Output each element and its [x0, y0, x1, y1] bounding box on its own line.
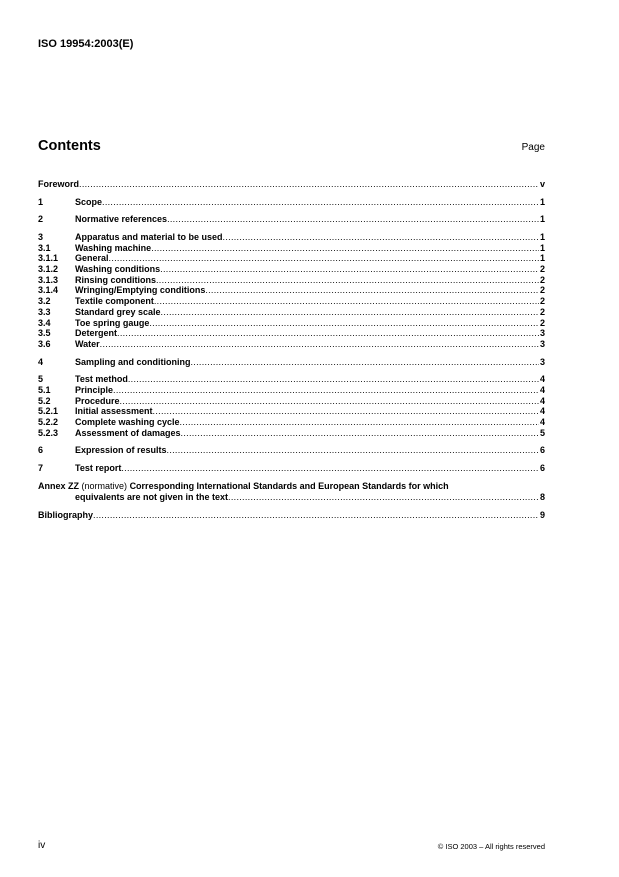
dot-leader	[128, 374, 539, 385]
toc-number: 3.5	[38, 328, 51, 339]
toc-title: Test method	[75, 374, 128, 385]
toc-page: 3	[539, 338, 545, 349]
dot-leader	[160, 264, 539, 275]
dot-leader	[93, 510, 539, 521]
toc-number: 1	[38, 196, 44, 207]
dot-leader	[180, 417, 539, 428]
document-header: ISO 19954:2003(E)	[38, 38, 134, 50]
dot-leader	[153, 406, 539, 417]
toc-entry-3-6[interactable]	[38, 339, 545, 350]
toc-title: Bibliography	[38, 509, 94, 520]
toc-page: 1	[539, 196, 545, 207]
toc-page: 4	[539, 374, 545, 385]
dot-leader	[109, 253, 539, 264]
toc-number: 3.1.2	[38, 264, 59, 275]
toc-entry-5-2-3[interactable]	[38, 428, 545, 439]
annex-label: Annex ZZ	[38, 480, 80, 491]
dot-leader	[149, 318, 539, 329]
dot-leader	[205, 285, 539, 296]
toc-title: Scope	[75, 196, 103, 207]
toc-title: Toe spring gauge	[75, 317, 150, 328]
toc-title: Wringing/Emptying conditions	[75, 285, 206, 296]
toc-number: 3.3	[38, 306, 51, 317]
page-column-label: Page	[521, 142, 545, 153]
toc-page: 1	[539, 242, 545, 253]
toc-number: 4	[38, 356, 44, 367]
toc-number: 3	[38, 232, 44, 243]
toc-number: 5.2.2	[38, 417, 59, 428]
dot-leader	[102, 197, 539, 208]
toc-title: General	[75, 253, 109, 264]
toc-page: 1	[539, 232, 545, 243]
toc-title: Assessment of damages	[75, 427, 181, 438]
toc-number: 6	[38, 445, 44, 456]
toc-entry-3[interactable]	[38, 232, 545, 243]
toc-number: 3.2	[38, 296, 51, 307]
toc-entry-2[interactable]	[38, 214, 545, 225]
toc-number: 3.6	[38, 338, 51, 349]
dot-leader	[121, 463, 539, 474]
toc-entry-4[interactable]	[38, 357, 545, 368]
toc-page: 3	[539, 328, 545, 339]
toc-entry-5-2[interactable]	[38, 396, 545, 407]
toc-entry-7[interactable]	[38, 463, 545, 474]
toc-entry-3-1-2[interactable]	[38, 264, 545, 275]
toc-title: Normative references	[75, 214, 168, 225]
dot-leader	[228, 492, 539, 503]
table-of-contents	[38, 179, 545, 521]
toc-title: Washing machine	[75, 242, 152, 253]
toc-entry-3-1-3[interactable]	[38, 275, 545, 286]
toc-title: Detergent	[75, 328, 118, 339]
toc-page: 4	[539, 406, 545, 417]
toc-number: 5.2.3	[38, 427, 59, 438]
toc-title: Water	[75, 338, 100, 349]
footer-page-number: iv	[38, 840, 46, 851]
dot-leader	[181, 428, 539, 439]
toc-title: Initial assessment	[75, 406, 153, 417]
toc-number: 3.1.3	[38, 274, 59, 285]
toc-title: Complete washing cycle	[75, 417, 180, 428]
toc-page: 6	[539, 463, 545, 474]
toc-page: 2	[539, 264, 545, 275]
toc-entry-3-1-1[interactable]	[38, 253, 545, 264]
toc-page: 2	[539, 296, 545, 307]
toc-page: 6	[539, 445, 545, 456]
dot-leader	[191, 357, 539, 368]
footer-copyright: © ISO 2003 – All rights reserved	[437, 842, 545, 851]
toc-number: 3.1	[38, 242, 51, 253]
toc-number: 5.2	[38, 395, 51, 406]
toc-entry-5-2-1[interactable]	[38, 406, 545, 417]
dot-leader	[100, 339, 539, 350]
toc-page: 1	[539, 253, 545, 264]
dot-leader	[117, 328, 539, 339]
toc-entry-3-1-4[interactable]	[38, 286, 545, 297]
toc-entry-5[interactable]	[38, 374, 545, 385]
toc-entry-3-4[interactable]	[38, 318, 545, 329]
toc-page: 9	[539, 509, 545, 520]
dot-leader	[120, 396, 539, 407]
toc-number: 2	[38, 214, 44, 225]
toc-number: 7	[38, 463, 44, 474]
toc-title: Textile component	[75, 296, 154, 307]
dot-leader	[79, 179, 539, 190]
toc-entry-3-3[interactable]	[38, 307, 545, 318]
toc-title: Test report	[75, 463, 122, 474]
toc-entry-3-2[interactable]	[38, 296, 545, 307]
toc-page: v	[539, 178, 545, 189]
toc-page: 2	[539, 306, 545, 317]
toc-title: Expression of results	[75, 445, 167, 456]
annex-title-line1: Corresponding International Standards and European Standards for which	[129, 480, 449, 491]
contents-heading: Contents	[38, 138, 101, 154]
toc-title: Principle	[75, 384, 114, 395]
dot-leader	[167, 214, 539, 225]
toc-title: Foreword	[38, 178, 80, 189]
toc-page: 4	[539, 384, 545, 395]
toc-title: Standard grey scale	[75, 306, 161, 317]
dot-leader	[154, 296, 539, 307]
dot-leader	[223, 232, 539, 243]
toc-title: Washing conditions	[75, 264, 161, 275]
toc-entry-5-1[interactable]	[38, 385, 545, 396]
toc-page: 3	[539, 356, 545, 367]
toc-number: 5	[38, 374, 44, 385]
toc-entry-bibliography[interactable]	[38, 510, 545, 521]
toc-page: 2	[539, 285, 545, 296]
dot-leader	[161, 307, 539, 318]
dot-leader	[167, 445, 539, 456]
toc-page: 4	[539, 417, 545, 428]
dot-leader	[151, 243, 539, 254]
toc-entry-foreword[interactable]	[38, 179, 545, 190]
toc-entry-6[interactable]	[38, 445, 545, 456]
toc-page: 5	[539, 427, 545, 438]
toc-entry-5-2-2[interactable]	[38, 417, 545, 428]
toc-entry-3-1[interactable]	[38, 243, 545, 254]
toc-number: 5.2.1	[38, 406, 59, 417]
annex-kind: (normative)	[81, 480, 128, 491]
toc-page: 2	[539, 317, 545, 328]
dot-leader	[113, 385, 539, 396]
toc-title: Rinsing conditions	[75, 274, 156, 285]
toc-entry-3-5[interactable]	[38, 328, 545, 339]
toc-page: 2	[539, 274, 545, 285]
toc-entry-1[interactable]	[38, 197, 545, 208]
toc-page: 8	[539, 491, 545, 502]
toc-number: 5.1	[38, 384, 51, 395]
annex-title-line2: equivalents are not given in the text	[75, 491, 229, 502]
toc-number: 3.1.1	[38, 253, 59, 264]
dot-leader	[156, 275, 539, 286]
toc-title: Sampling and conditioning	[75, 356, 191, 367]
toc-page: 1	[539, 214, 545, 225]
toc-number: 3.4	[38, 317, 51, 328]
toc-entry-annex-zz[interactable]	[38, 481, 545, 503]
toc-page: 4	[539, 395, 545, 406]
toc-number: 3.1.4	[38, 285, 59, 296]
toc-title: Apparatus and material to be used	[75, 232, 223, 243]
toc-title: Procedure	[75, 395, 120, 406]
